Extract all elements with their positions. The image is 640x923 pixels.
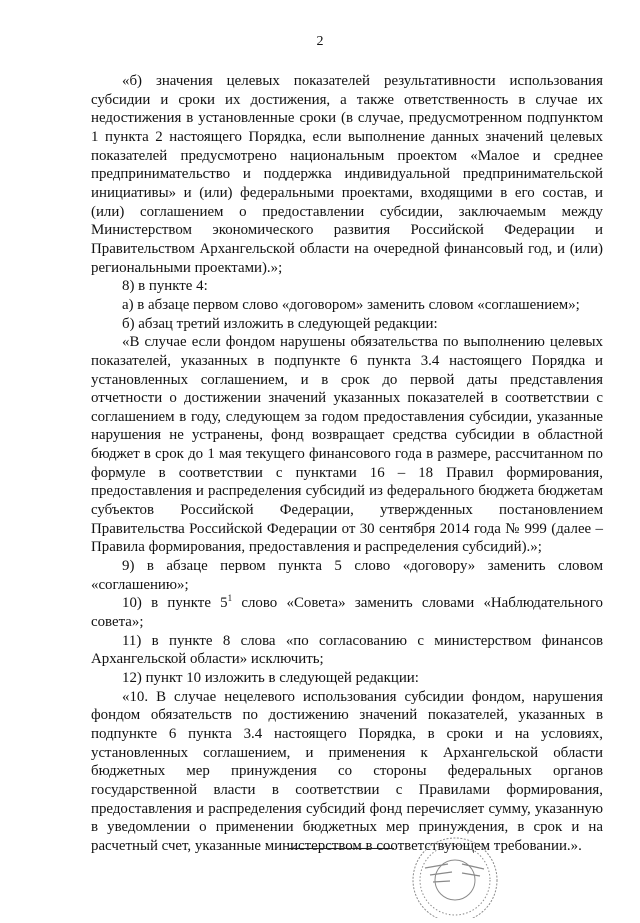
paragraph bbox=[91, 594, 603, 631]
paragraph-text: слово «Совета» заменить словами «Наблюдательного совета»; bbox=[91, 595, 603, 631]
signature-line bbox=[288, 848, 394, 849]
superscript: 1 bbox=[227, 593, 233, 604]
paragraph: «10. В случае нецелевого использования субсидии фондом, нарушения фондом обязательств по достижению значений показателей, указанных в подпункте 6 пункта 3.4 настоящего Порядка, в сроки и на условиях, установленных соглашением, и применения к Архангельской области бюджетных мер принуждения со стороны федеральных органов государственной власти в соответствии с Правилами формирования, предоставления и распределения субсидий фонд перечисляет сумму, указанную в уведомлении о применении бюджетных мер принуждения, в срок и на расчетный счет, указанные министерством в соответствующем требовании.». bbox=[91, 688, 603, 854]
paragraph-text: 10) в пункте 5 bbox=[122, 595, 228, 612]
paragraph: 12) пункт 10 изложить в следующей редакции: bbox=[122, 670, 419, 686]
paragraph: 9) в абзаце первом пункта 5 слово «договору» заменить словом «соглашению»; bbox=[91, 558, 603, 593]
paragraph: 11) в пункте 8 слова «по согласованию с министерством финансов Архангельской области» исключить; bbox=[91, 632, 603, 668]
paragraph: б) абзац третий изложить в следующей редакции: bbox=[122, 315, 438, 332]
page-number: 2 bbox=[316, 34, 324, 49]
paragraph: «б) значения целевых показателей результативности использования субсидии и сроки их достижения, а также ответственность в случае их недостижения в установленные сроки (в случае, предусмотренном подпунктом 1 пункта 2 настоящего Порядка, если выполнение данных значений целевых показателей предусмотрено национальным проектом «Малое и среднее предпринимательство и поддержка индивидуальной предпринимательской инициативы» и (или) федеральными проектами, входящими в его состав, и (или) соглашением о предоставлении субсидии, заключаемым между Министерством экономического развития Российской Федерации и Правительством Архангельской области на очередной финансовый год, и (или) региональными проектами).»; bbox=[91, 73, 603, 276]
document-body bbox=[91, 72, 603, 856]
paragraph: а) в абзаце первом слово «договором» заменить словом «соглашением»; bbox=[122, 296, 580, 313]
paragraph: «В случае если фондом нарушены обязательства по выполнению целевых показателей, указанных в подпункте 6 пункта 3.4 настоящего Порядка и установленных соглашением, и в срок до первой даты представления отчетности о достижении значений указанных показателей в соответствии с соглашением в году, следующем за годом предоставления субсидии, указанные нарушения не устранены, фонд возвращает средства субсидии в областной бюджет в срок до 1 мая текущего финансового года в размере, рассчитанном по формуле в соответствии с пунктами 16 – 18 Правил формирования, предоставления и распределения субсидий из федерального бюджета бюджетам субъектов Российской Федерации, утвержденных постановлением Правительства Российской Федерации от 30 сентября 2014 года № 999 (далее – Правила формирования, предоставления и распределения субсидий).»; bbox=[91, 334, 603, 556]
paragraph: 8) в пункте 4: bbox=[122, 278, 208, 295]
